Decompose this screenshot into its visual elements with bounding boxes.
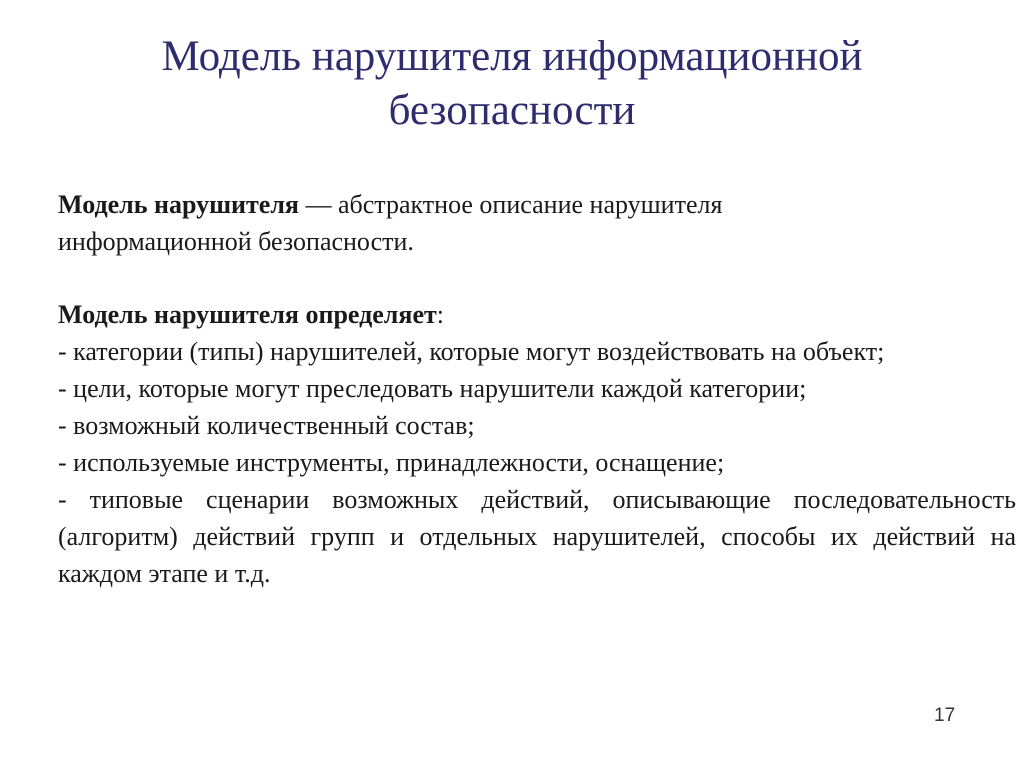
slide-body (58, 186, 1016, 592)
determines-heading (58, 296, 1016, 333)
paragraph-spacer (58, 260, 1016, 296)
determines-heading-bold: Модель нарушителя определяет (58, 300, 437, 329)
page-number: 17 (934, 705, 956, 726)
list-item: - возможный количественный состав; (58, 411, 475, 440)
definition-paragraph (58, 186, 1016, 260)
definition-dash: — (298, 190, 338, 219)
list-item: - цели, которые могут преследовать нарушители каждой категории; (58, 374, 807, 403)
determines-heading-colon: : (436, 300, 444, 329)
definition-text-line-1: абстрактное описание нарушителя (337, 190, 723, 219)
definition-text-line-2: информационной безопасности. (58, 227, 414, 256)
list-item: - категории (типы) нарушителей, которые могут воздействовать на объект; (58, 337, 885, 366)
slide-title (0, 30, 1024, 138)
definition-term: Модель нарушителя (58, 190, 299, 219)
list-item: - используемые инструменты, принадлежности, оснащение; (58, 448, 725, 477)
slide-title-line-1: Модель нарушителя информационной (161, 33, 863, 80)
slide-title-line-2: безопасности (388, 87, 636, 134)
list-item: - типовые сценарии возможных действий, описывающие последовательность (алгоритм) действий групп и отдельных нарушителей, способы их действий на каждом этапе и т.д. (58, 485, 1016, 588)
